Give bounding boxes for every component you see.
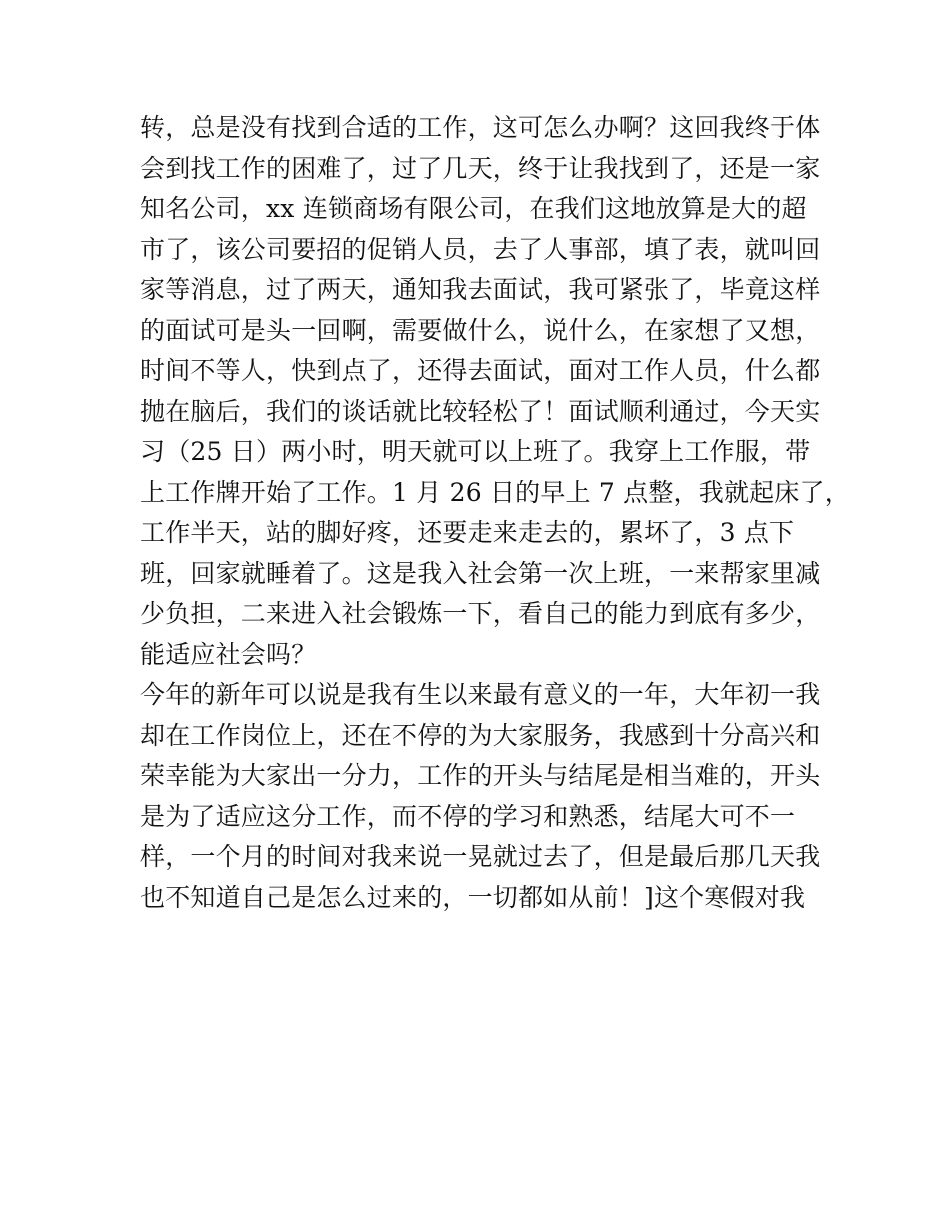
text-line: 却在工作岗位上，还在不停的为大家服务，我感到十分高兴和 xyxy=(140,720,821,750)
text-line: 今年的新年可以说是我有生以来最有意义的一年，大年初一我 xyxy=(140,680,821,709)
text-line: 的面试可是头一回啊，需要做什么，说什么，在家想了又想， xyxy=(140,315,821,345)
text-line: 工作半天，站的脚好疼，还要走来走去的，累坏了，3 点下 xyxy=(140,518,795,547)
text-line: 样，一个月的时间对我来说一晃就过去了，但是最后那几天我 xyxy=(140,842,821,871)
document-body xyxy=(140,108,850,918)
text-line: 也不知道自己是怎么过来的，一切都如从前！]这个寒假对我 xyxy=(140,882,806,912)
text-line: 市了，该公司要招的促销人员，去了人事部，填了表，就叫回 xyxy=(140,234,821,264)
paragraph-2 xyxy=(140,675,820,918)
text-line: 荣幸能为大家出一分力，工作的开头与结尾是相当难的，开头 xyxy=(140,761,821,790)
text-line: 家等消息，过了两天，通知我去面试，我可紧张了，毕竟这样 xyxy=(140,275,821,304)
paragraph-1 xyxy=(140,108,850,675)
text-line: 会到找工作的困难了，过了几天，终于让我找到了，还是一家 xyxy=(140,153,821,183)
text-line: 知名公司，xx 连锁商场有限公司，在我们这地放算是大的超 xyxy=(140,194,807,223)
text-line: 班，回家就睡着了。这是我入社会第一次上班，一来帮家里减 xyxy=(140,558,821,588)
text-line: 时间不等人，快到点了，还得去面试，面对工作人员，什么都 xyxy=(140,356,821,385)
text-line: 少负担，二来进入社会锻炼一下，看自己的能力到底有多少， xyxy=(140,599,821,628)
text-line: 是为了适应这分工作，而不停的学习和熟悉，结尾大可不一 xyxy=(140,801,796,831)
text-line: 能适应社会吗？ xyxy=(140,639,317,669)
text-line: 习（25 日）两小时，明天就可以上班了。我穿上工作服，带 xyxy=(140,437,811,466)
text-line: 上工作牌开始了工作。1 月 26 日的早上 7 点整，我就起床了， xyxy=(140,477,850,507)
text-line: 转，总是没有找到合适的工作，这可怎么办啊？这回我终于体 xyxy=(140,113,821,142)
text-line: 抛在脑后，我们的谈话就比较轻松了！面试顺利通过，今天实 xyxy=(140,396,821,426)
